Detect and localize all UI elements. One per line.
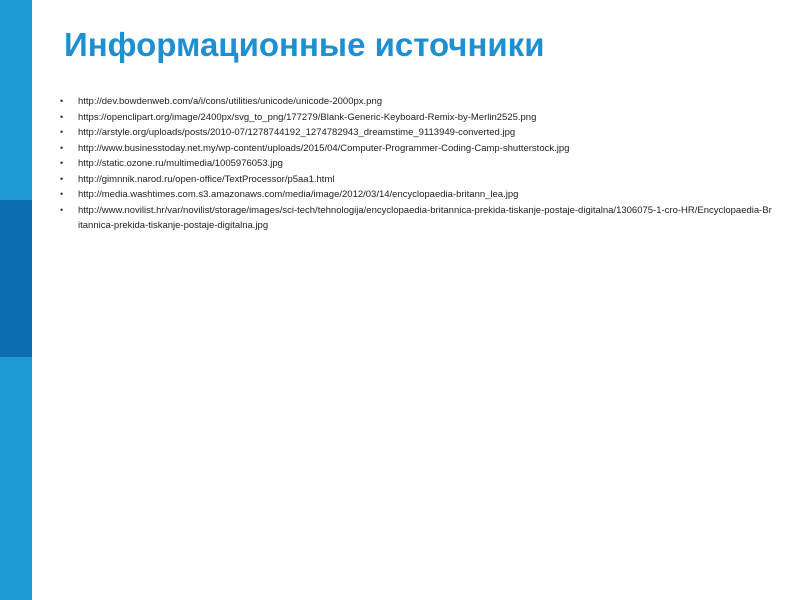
source-link-text[interactable]: http://media.washtimes.com.s3.amazonaws.com/media/image/2012/03/14/encyclopaedia-britann_lea.jpg: [78, 189, 519, 200]
source-link-item[interactable]: [60, 125, 772, 141]
source-link-text[interactable]: http://dev.bowdenweb.com/a/i/cons/utilities/unicode/unicode-2000px.png: [78, 96, 383, 107]
source-link-item[interactable]: [60, 110, 772, 126]
source-link-item[interactable]: [60, 203, 772, 234]
source-link-text[interactable]: http://www.novilist.hr/var/novilist/storage/images/sci-tech/tehnologija/encyclopaedia-britannica-prekida-tiskanje-postaje-digitalna/1306075-1-cro-HR/Encyclopaedia-Britannica-prekida-tiskanje-postaje-digitalna.jpg: [78, 204, 772, 231]
source-link-text[interactable]: http://www.businesstoday.net.my/wp-content/uploads/2015/04/Computer-Programmer-Coding-Camp-shutterstock.jpg: [78, 142, 570, 154]
slide-title: Информационные источники: [64, 26, 545, 63]
bullet-icon: •: [60, 142, 64, 153]
source-link-text[interactable]: http://static.ozone.ru/multimedia/1005976053.jpg: [78, 158, 283, 169]
source-link-item[interactable]: [60, 172, 772, 188]
source-link-text[interactable]: http://gimnnik.narod.ru/open-office/TextProcessor/p5aa1.html: [78, 173, 335, 185]
bullet-icon: •: [60, 173, 64, 184]
source-link-text[interactable]: https://openclipart.org/image/2400px/svg_to_png/177279/Blank-Generic-Keyboard-Remix-by-Merlin2525.png: [78, 111, 537, 123]
source-links-list: [60, 94, 772, 234]
bullet-icon: •: [60, 204, 64, 215]
source-link-text[interactable]: http://arstyle.org/uploads/posts/2010-07/1278744192_1274782943_dreamstime_9113949-converted.jpg: [78, 127, 516, 138]
source-link-item[interactable]: [60, 141, 772, 157]
source-link-item[interactable]: [60, 94, 772, 110]
sidebar-accent-decoration: [0, 200, 32, 357]
bullet-icon: •: [60, 96, 64, 106]
bullet-icon: •: [60, 111, 64, 122]
bullet-icon: •: [60, 127, 64, 137]
source-link-item[interactable]: [60, 156, 772, 172]
bullet-icon: •: [60, 158, 64, 168]
bullet-icon: •: [60, 189, 64, 199]
source-link-item[interactable]: [60, 187, 772, 203]
